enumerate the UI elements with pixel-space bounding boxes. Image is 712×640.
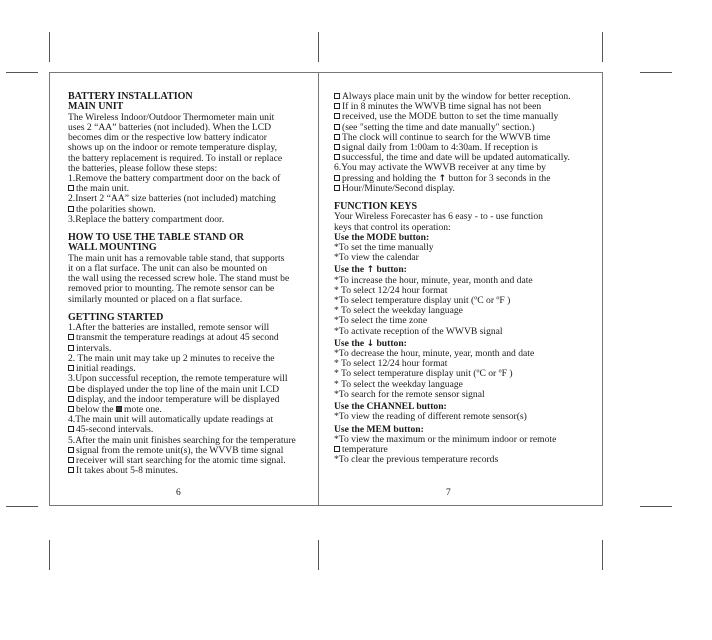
checkbox-glyph — [68, 334, 74, 340]
reception-line: If in 8 minutes the WWVB time signal has not been — [334, 102, 576, 112]
crop-mark — [49, 32, 50, 62]
gs-line: display, and the indoor temperature will be displayed — [68, 395, 306, 405]
battery-step-line: the main unit. — [68, 184, 306, 194]
down-item: * To select temperature display unit (ºC or ºF ) — [334, 368, 513, 380]
gs-line: receiver will start searching for the atomic time signal. — [68, 456, 306, 466]
battery-step-line: the polarities shown. — [68, 205, 306, 215]
channel-heading: Use the CHANNEL button: — [334, 401, 447, 413]
mem-heading: Use the MEM button: — [334, 423, 424, 435]
gs-line: 4.The main unit will automatically update readings at — [68, 414, 274, 426]
crop-mark — [6, 72, 38, 73]
channel-item: *To view the reading of different remote sensor(s) — [334, 411, 527, 423]
crop-mark — [318, 540, 319, 570]
gs-line: initial readings. — [68, 364, 306, 374]
crop-mark — [602, 540, 603, 570]
checkbox-glyph — [334, 446, 340, 452]
checkbox-glyph — [334, 124, 340, 130]
up-item: *To select the time zone — [334, 315, 428, 327]
up-heading: Use the ↑ button: — [334, 264, 407, 276]
gs-line: It takes about 5-8 minutes. — [68, 466, 306, 476]
gs-line: 45-second intervals. — [68, 425, 306, 435]
mem-item: *To clear the previous temperature records — [334, 454, 499, 466]
checkbox-glyph — [68, 386, 74, 392]
reception-line: successful, the time and date will be updated automatically. — [334, 153, 576, 163]
reception-line: pressing and holding the ↑ button for 3 seconds in the — [334, 174, 576, 184]
wall-mounting-title: WALL MOUNTING — [68, 242, 157, 254]
mode-heading: Use the MODE button: — [334, 231, 430, 243]
up-item: * To select 12/24 hour format — [334, 284, 448, 296]
crop-mark — [640, 72, 672, 73]
checkbox-glyph — [68, 467, 74, 473]
checkbox-glyph — [68, 365, 74, 371]
battery-step-line: 2.Insert 2 “AA” size batteries (not included) matching — [68, 193, 276, 205]
reception-line: received, use the MODE button to set the time manually — [334, 112, 576, 122]
crop-mark — [640, 506, 672, 507]
down-item: * To select 12/24 hour format — [334, 358, 448, 370]
gs-line: 5.After the main unit finishes searching for the temperature — [68, 434, 296, 446]
stand-body-line: similarly mounted or placed on a flat surface. — [68, 293, 243, 305]
checkbox-glyph — [68, 426, 74, 432]
battery-intro-line: uses 2 “AA” batteries (not included). When the LCD — [68, 122, 272, 134]
checkbox-glyph — [68, 345, 74, 351]
up-item: *To increase the hour, minute, year, month and date — [334, 274, 533, 286]
reception-line: (see "setting the time and date manually" section.) — [334, 123, 576, 133]
checkbox-glyph — [68, 447, 74, 453]
stand-body-line: The main unit has a removable table stand, that supports — [68, 252, 285, 264]
checkbox-glyph — [334, 103, 340, 109]
up-arrow-icon: ↑ — [366, 265, 375, 276]
mem-item: *To view the maximum or the minimum indoor or remote — [334, 433, 557, 445]
up-item: *To select temperature display unit (ºC or ºF ) — [334, 295, 511, 307]
stand-body-line: the wall using the recessed screw hole. The stand must be — [68, 273, 290, 285]
down-arrow-icon: ↓ — [366, 338, 375, 349]
down-item: *To decrease the hour, minute, year, month and date — [334, 348, 535, 360]
crop-mark — [318, 32, 319, 62]
battery-intro-line: the battery replacement is required. To install or replace — [68, 152, 283, 164]
page-number-right: 7 — [446, 488, 451, 498]
checkbox-glyph — [68, 457, 74, 463]
reception-line: 6.You may activate the WWVB receiver at any time by — [334, 162, 546, 174]
filled-box-glyph — [116, 406, 122, 412]
fk-intro-line: keys that control its operation: — [334, 221, 451, 233]
checkbox-glyph — [334, 185, 340, 191]
left-page — [68, 92, 306, 476]
gs-line: be displayed under the top line of the main unit LCD — [68, 385, 306, 395]
function-keys-title: FUNCTION KEYS — [334, 201, 418, 213]
stand-title: HOW TO USE THE TABLE STAND OR — [68, 232, 244, 244]
checkbox-glyph — [334, 113, 340, 119]
stand-body-line: it on a flat surface. The unit can also be mounted on — [68, 263, 268, 275]
gs-line: 3.Upon successful reception, the remote temperature will — [68, 373, 288, 385]
mem-item: temperature — [334, 445, 576, 455]
crop-mark — [6, 506, 38, 507]
battery-step-line: 1.Remove the battery compartment door on the back of — [68, 173, 281, 185]
mode-item: *To view the calendar — [334, 252, 419, 264]
page-number-left: 6 — [176, 488, 181, 498]
battery-title: BATTERY INSTALLATION — [68, 91, 193, 102]
checkbox-glyph — [334, 144, 340, 150]
up-item: * To select the weekday language — [334, 305, 463, 317]
crop-mark — [602, 32, 603, 62]
gs-line: transmit the temperature readings at adout 45 second — [68, 333, 306, 343]
gs-line: signal from the remote unit(s), the WVVB time signal — [68, 446, 306, 456]
battery-intro-line: the batteries, please follow these steps: — [68, 162, 218, 174]
checkbox-glyph — [68, 185, 74, 191]
checkbox-glyph — [68, 396, 74, 402]
gs-line: below the mote one. — [68, 405, 306, 415]
down-item: * To select the weekday language — [334, 378, 463, 390]
page-divider — [318, 72, 319, 506]
down-item: *To search for the remote sensor signal — [334, 388, 485, 400]
gs-line: 2. The main unit may take up 2 minutes to receive the — [68, 352, 275, 364]
getting-started-title: GETTING STARTED — [68, 311, 164, 323]
reception-line: The clock will continue to search for the WWVB time — [334, 133, 576, 143]
down-heading: Use the ↓ button: — [334, 337, 407, 349]
checkbox-glyph — [334, 175, 340, 181]
stand-body-line: removed prior to mounting. The remote sensor can be — [68, 283, 275, 295]
gs-line: intervals. — [68, 344, 306, 354]
checkbox-glyph — [334, 93, 340, 99]
main-unit-title: MAIN UNIT — [68, 101, 124, 113]
checkbox-glyph — [68, 406, 74, 412]
gs-line: 1.After the batteries are installed, remote sensor will — [68, 322, 270, 334]
checkbox-glyph — [334, 154, 340, 160]
crop-mark — [49, 540, 50, 570]
mode-item: *To set the time manually — [334, 242, 434, 254]
fk-intro-line: Your Wireless Forecaster has 6 easy - to - use function — [334, 211, 543, 223]
battery-intro-line: shows up on the indoor or remote temperature display, — [68, 142, 278, 154]
up-item: *To activate reception of the WWVB signal — [334, 325, 503, 337]
reception-line: Always place main unit by the window for better reception. — [334, 92, 576, 102]
reception-line: Hour/Minute/Second display. — [334, 184, 576, 194]
checkbox-glyph — [334, 134, 340, 140]
reception-line: signal daily from 1:00am to 4:30am. If reception is — [334, 143, 576, 153]
up-arrow-icon: ↑ — [438, 173, 447, 184]
right-page — [334, 92, 576, 465]
battery-step-line: 3.Replace the battery compartment door. — [68, 213, 225, 225]
battery-intro-line: becomes dim or the respective low battery indicator — [68, 132, 268, 144]
checkbox-glyph — [68, 206, 74, 212]
battery-intro-line: The Wireless Indoor/Outdoor Thermometer main unit — [68, 111, 275, 123]
